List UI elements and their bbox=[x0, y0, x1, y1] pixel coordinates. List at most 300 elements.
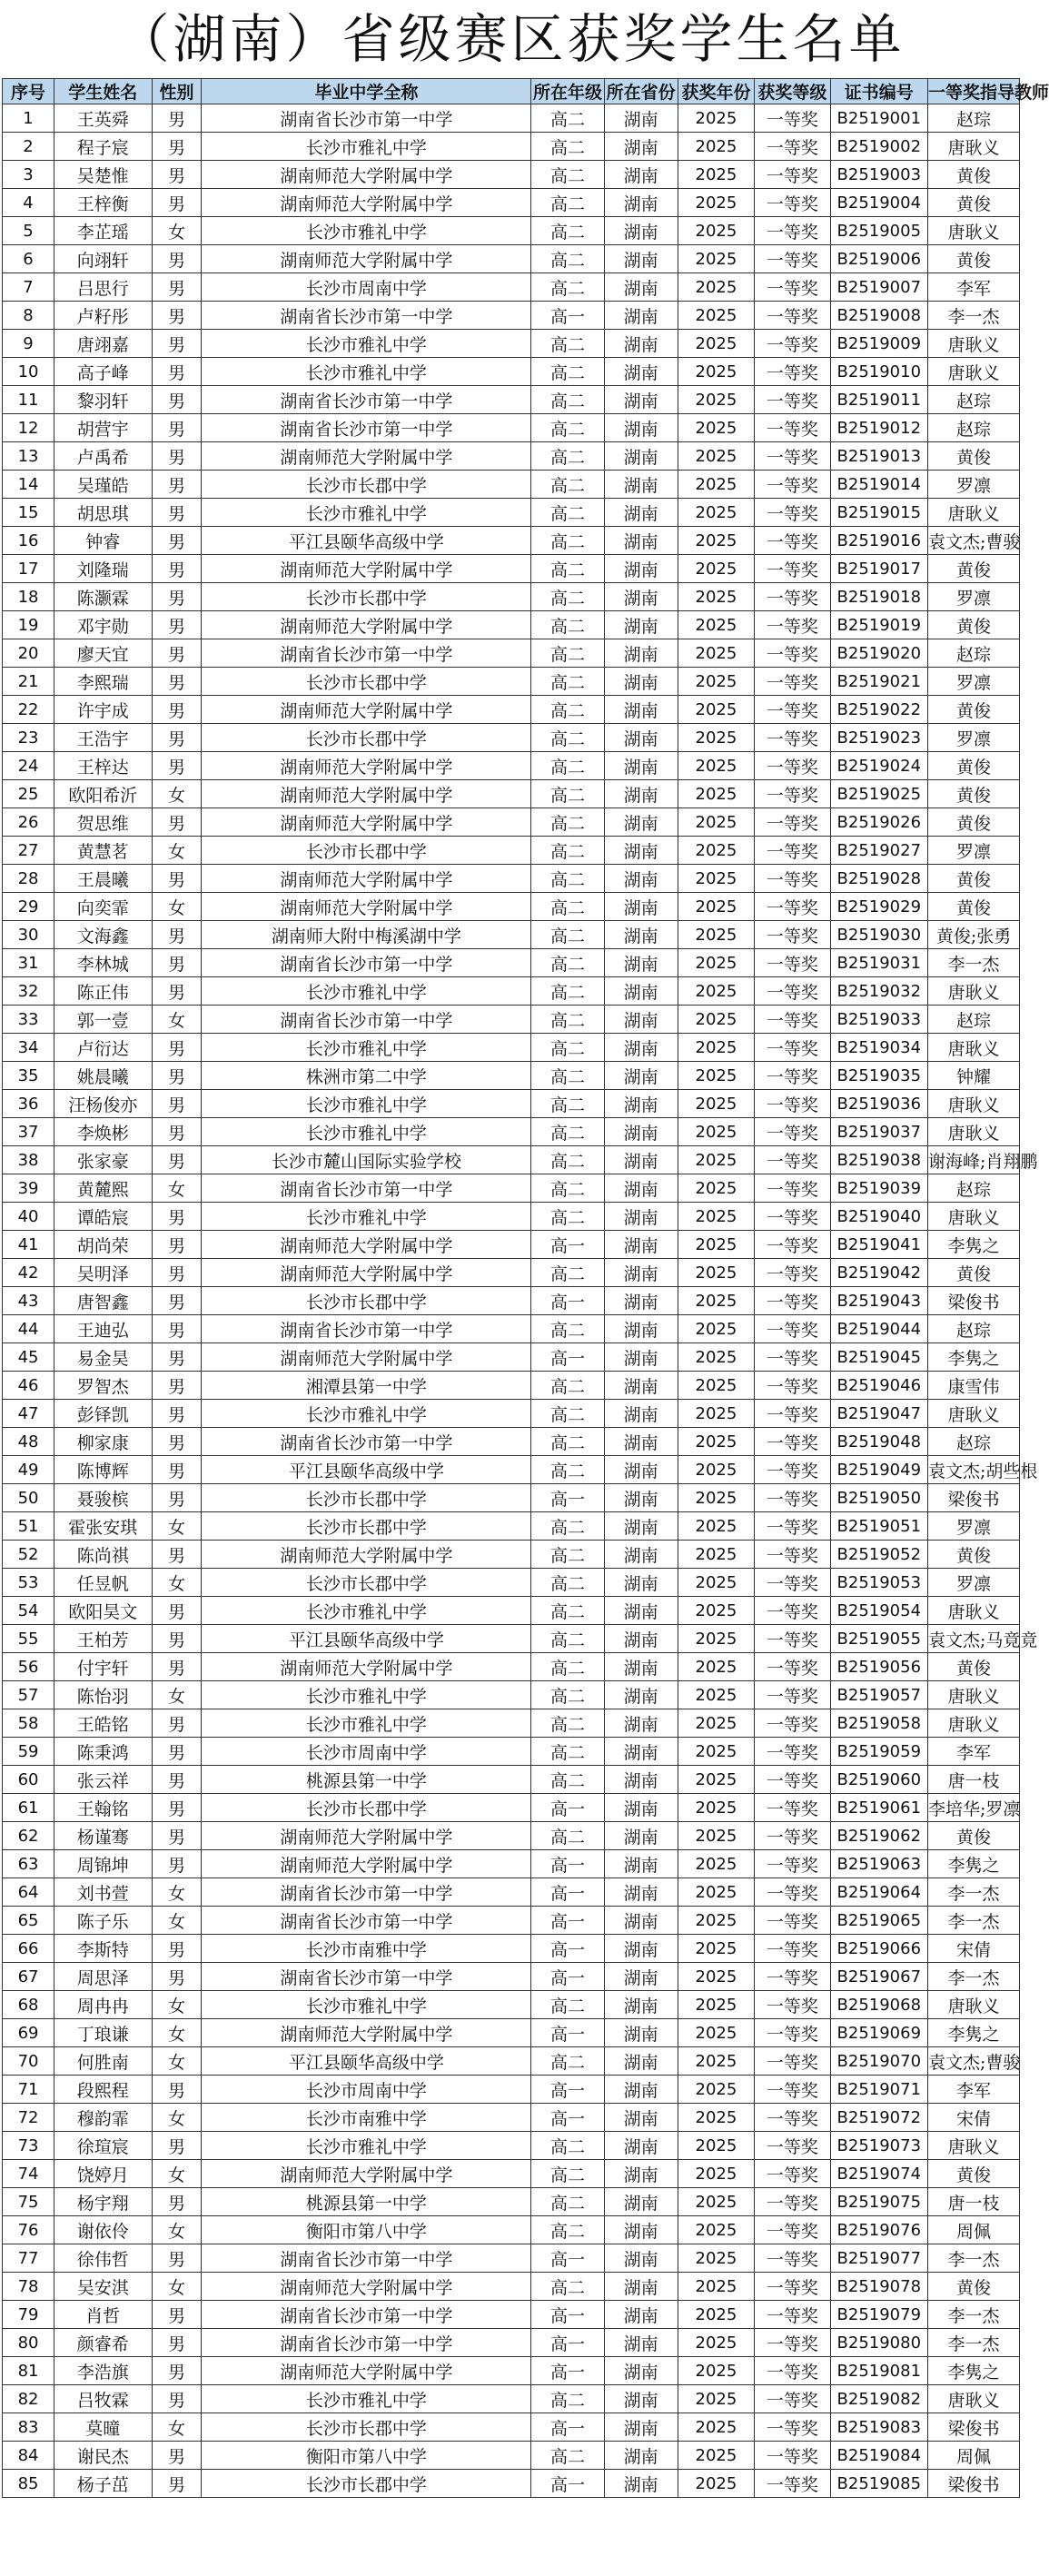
certificate-cell: B2519078 bbox=[830, 2273, 928, 2301]
name-cell: 徐瑄宸 bbox=[54, 2132, 153, 2160]
level-cell: 一等奖 bbox=[755, 2104, 830, 2132]
seq-cell: 77 bbox=[3, 2244, 54, 2273]
certificate-cell: B2519039 bbox=[830, 1174, 928, 1203]
gender-cell: 女 bbox=[152, 780, 202, 808]
seq-cell: 19 bbox=[3, 611, 54, 639]
province-cell: 湖南 bbox=[604, 1174, 678, 1203]
level-cell: 一等奖 bbox=[755, 1850, 830, 1878]
certificate-cell: B2519051 bbox=[830, 1512, 928, 1541]
grade-cell: 高二 bbox=[531, 133, 604, 161]
grade-cell: 高二 bbox=[531, 1822, 604, 1850]
table-row bbox=[3, 1118, 1020, 1146]
name-cell: 吴瑾皓 bbox=[54, 471, 153, 499]
certificate-cell: B2519068 bbox=[830, 1991, 928, 2019]
table-row bbox=[3, 1062, 1020, 1090]
teacher-cell: 赵琮 bbox=[928, 1315, 1020, 1343]
certificate-cell: B2519054 bbox=[830, 1597, 928, 1625]
school-cell: 湖南师范大学附属中学 bbox=[202, 611, 531, 639]
name-cell: 吕思行 bbox=[54, 273, 153, 302]
year-cell: 2025 bbox=[678, 217, 754, 245]
grade-cell: 高二 bbox=[531, 273, 604, 302]
school-cell: 衡阳市第八中学 bbox=[202, 2442, 531, 2470]
teacher-cell: 黄俊 bbox=[928, 696, 1020, 724]
grade-cell: 高一 bbox=[531, 1850, 604, 1878]
seq-cell: 6 bbox=[3, 245, 54, 273]
certificate-cell: B2519046 bbox=[830, 1372, 928, 1400]
seq-cell: 10 bbox=[3, 358, 54, 386]
level-cell: 一等奖 bbox=[755, 837, 830, 865]
name-cell: 何胜南 bbox=[54, 2047, 153, 2076]
grade-cell: 高二 bbox=[531, 724, 604, 752]
year-cell: 2025 bbox=[678, 837, 754, 865]
teacher-cell: 唐耿义 bbox=[928, 330, 1020, 358]
certificate-cell: B2519074 bbox=[830, 2160, 928, 2188]
table-row bbox=[3, 2076, 1020, 2104]
table-row bbox=[3, 2188, 1020, 2216]
grade-cell: 高一 bbox=[531, 2076, 604, 2104]
seq-cell: 37 bbox=[3, 1118, 54, 1146]
level-cell: 一等奖 bbox=[755, 555, 830, 583]
province-cell: 湖南 bbox=[604, 1231, 678, 1259]
table-row bbox=[3, 2413, 1020, 2442]
teacher-cell: 唐耿义 bbox=[928, 499, 1020, 527]
grade-cell: 高二 bbox=[531, 583, 604, 611]
year-cell: 2025 bbox=[678, 302, 754, 330]
gender-cell: 男 bbox=[152, 1850, 202, 1878]
seq-cell: 47 bbox=[3, 1400, 54, 1428]
gender-cell: 男 bbox=[152, 442, 202, 471]
table-row bbox=[3, 527, 1020, 555]
school-cell: 湖南师范大学附属中学 bbox=[202, 808, 531, 837]
level-cell: 一等奖 bbox=[755, 1484, 830, 1512]
teacher-cell: 赵琮 bbox=[928, 386, 1020, 414]
name-cell: 陈灏霖 bbox=[54, 583, 153, 611]
province-cell: 湖南 bbox=[604, 1372, 678, 1400]
school-cell: 湖南省长沙市第一中学 bbox=[202, 1006, 531, 1034]
table-row bbox=[3, 724, 1020, 752]
grade-cell: 高二 bbox=[531, 949, 604, 977]
seq-cell: 32 bbox=[3, 977, 54, 1006]
province-cell: 湖南 bbox=[604, 837, 678, 865]
table-row bbox=[3, 2385, 1020, 2413]
seq-cell: 64 bbox=[3, 1878, 54, 1907]
grade-cell: 高一 bbox=[531, 1343, 604, 1372]
school-cell: 湖南省长沙市第一中学 bbox=[202, 104, 531, 133]
seq-cell: 80 bbox=[3, 2329, 54, 2357]
year-cell: 2025 bbox=[678, 1822, 754, 1850]
province-cell: 湖南 bbox=[604, 808, 678, 837]
teacher-cell: 罗凛 bbox=[928, 1512, 1020, 1541]
level-cell: 一等奖 bbox=[755, 499, 830, 527]
certificate-cell: B2519034 bbox=[830, 1034, 928, 1062]
grade-cell: 高二 bbox=[531, 611, 604, 639]
name-cell: 程子宸 bbox=[54, 133, 153, 161]
certificate-cell: B2519014 bbox=[830, 471, 928, 499]
grade-cell: 高二 bbox=[531, 442, 604, 471]
school-cell: 平江县颐华高级中学 bbox=[202, 1625, 531, 1653]
table-row bbox=[3, 837, 1020, 865]
province-cell: 湖南 bbox=[604, 1597, 678, 1625]
level-cell: 一等奖 bbox=[755, 161, 830, 189]
name-cell: 陈尚祺 bbox=[54, 1541, 153, 1569]
gender-cell: 男 bbox=[152, 1766, 202, 1794]
year-cell: 2025 bbox=[678, 555, 754, 583]
province-cell: 湖南 bbox=[604, 1681, 678, 1709]
year-cell: 2025 bbox=[678, 1963, 754, 1991]
grade-cell: 高二 bbox=[531, 414, 604, 442]
province-cell: 湖南 bbox=[604, 1794, 678, 1822]
teacher-cell: 周佩 bbox=[928, 2216, 1020, 2244]
seq-cell: 2 bbox=[3, 133, 54, 161]
certificate-cell: B2519037 bbox=[830, 1118, 928, 1146]
table-row bbox=[3, 1738, 1020, 1766]
certificate-cell: B2519071 bbox=[830, 2076, 928, 2104]
school-cell: 桃源县第一中学 bbox=[202, 2188, 531, 2216]
grade-cell: 高二 bbox=[531, 837, 604, 865]
school-cell: 长沙市长郡中学 bbox=[202, 1794, 531, 1822]
name-cell: 周冉冉 bbox=[54, 1991, 153, 2019]
teacher-cell: 李隽之 bbox=[928, 1231, 1020, 1259]
award-table bbox=[2, 78, 1049, 2498]
name-cell: 杨谨骞 bbox=[54, 1822, 153, 1850]
name-cell: 穆韵霏 bbox=[54, 2104, 153, 2132]
teacher-cell: 唐耿义 bbox=[928, 1597, 1020, 1625]
seq-cell: 53 bbox=[3, 1569, 54, 1597]
gender-cell: 男 bbox=[152, 2329, 202, 2357]
school-cell: 衡阳市第八中学 bbox=[202, 2216, 531, 2244]
certificate-cell: B2519010 bbox=[830, 358, 928, 386]
col-header-gender: 性别 bbox=[152, 79, 202, 104]
gender-cell: 男 bbox=[152, 2076, 202, 2104]
school-cell: 长沙市雅礼中学 bbox=[202, 1090, 531, 1118]
grade-cell: 高一 bbox=[531, 1907, 604, 1935]
level-cell: 一等奖 bbox=[755, 217, 830, 245]
province-cell: 湖南 bbox=[604, 2413, 678, 2442]
name-cell: 向奕霏 bbox=[54, 893, 153, 921]
level-cell: 一等奖 bbox=[755, 1653, 830, 1681]
province-cell: 湖南 bbox=[604, 245, 678, 273]
province-cell: 湖南 bbox=[604, 724, 678, 752]
year-cell: 2025 bbox=[678, 611, 754, 639]
certificate-cell: B2519027 bbox=[830, 837, 928, 865]
table-row bbox=[3, 1512, 1020, 1541]
name-cell: 丁琅谦 bbox=[54, 2019, 153, 2047]
seq-cell: 49 bbox=[3, 1456, 54, 1484]
province-cell: 湖南 bbox=[604, 161, 678, 189]
teacher-cell: 唐耿义 bbox=[928, 977, 1020, 1006]
province-cell: 湖南 bbox=[604, 1062, 678, 1090]
level-cell: 一等奖 bbox=[755, 104, 830, 133]
teacher-cell: 唐耿义 bbox=[928, 1709, 1020, 1738]
grade-cell: 高二 bbox=[531, 1456, 604, 1484]
teacher-cell: 罗凛 bbox=[928, 668, 1020, 696]
seq-cell: 70 bbox=[3, 2047, 54, 2076]
certificate-cell: B2519070 bbox=[830, 2047, 928, 2076]
school-cell: 湖南师范大学附属中学 bbox=[202, 189, 531, 217]
seq-cell: 26 bbox=[3, 808, 54, 837]
name-cell: 文海鑫 bbox=[54, 921, 153, 949]
col-header-grade: 所在年级 bbox=[531, 79, 604, 104]
seq-cell: 73 bbox=[3, 2132, 54, 2160]
year-cell: 2025 bbox=[678, 2273, 754, 2301]
year-cell: 2025 bbox=[678, 1287, 754, 1315]
certificate-cell: B2519007 bbox=[830, 273, 928, 302]
school-cell: 长沙市雅礼中学 bbox=[202, 217, 531, 245]
level-cell: 一等奖 bbox=[755, 1287, 830, 1315]
teacher-cell: 李隽之 bbox=[928, 1850, 1020, 1878]
seq-cell: 46 bbox=[3, 1372, 54, 1400]
certificate-cell: B2519020 bbox=[830, 639, 928, 668]
school-cell: 平江县颐华高级中学 bbox=[202, 1456, 531, 1484]
seq-cell: 28 bbox=[3, 865, 54, 893]
seq-cell: 72 bbox=[3, 2104, 54, 2132]
province-cell: 湖南 bbox=[604, 1146, 678, 1174]
year-cell: 2025 bbox=[678, 1512, 754, 1541]
grade-cell: 高二 bbox=[531, 1006, 604, 1034]
province-cell: 湖南 bbox=[604, 1456, 678, 1484]
table-row bbox=[3, 1287, 1020, 1315]
name-cell: 周思泽 bbox=[54, 1963, 153, 1991]
teacher-cell: 罗凛 bbox=[928, 837, 1020, 865]
school-cell: 湖南师范大学附属中学 bbox=[202, 1231, 531, 1259]
certificate-cell: B2519024 bbox=[830, 752, 928, 780]
name-cell: 卢衍达 bbox=[54, 1034, 153, 1062]
gender-cell: 女 bbox=[152, 2273, 202, 2301]
year-cell: 2025 bbox=[678, 1653, 754, 1681]
name-cell: 贺思维 bbox=[54, 808, 153, 837]
certificate-cell: B2519062 bbox=[830, 1822, 928, 1850]
seq-cell: 68 bbox=[3, 1991, 54, 2019]
school-cell: 湖南省长沙市第一中学 bbox=[202, 1428, 531, 1456]
name-cell: 唐翊嘉 bbox=[54, 330, 153, 358]
name-cell: 王柏芳 bbox=[54, 1625, 153, 1653]
level-cell: 一等奖 bbox=[755, 1456, 830, 1484]
teacher-cell: 罗凛 bbox=[928, 724, 1020, 752]
table-row bbox=[3, 1963, 1020, 1991]
province-cell: 湖南 bbox=[604, 1878, 678, 1907]
table-row bbox=[3, 1146, 1020, 1174]
teacher-cell: 唐耿义 bbox=[928, 1400, 1020, 1428]
table-row bbox=[3, 583, 1020, 611]
school-cell: 湖南省长沙市第一中学 bbox=[202, 1907, 531, 1935]
seq-cell: 31 bbox=[3, 949, 54, 977]
school-cell: 长沙市雅礼中学 bbox=[202, 977, 531, 1006]
year-cell: 2025 bbox=[678, 1484, 754, 1512]
school-cell: 湖南师范大学附属中学 bbox=[202, 161, 531, 189]
gender-cell: 男 bbox=[152, 1709, 202, 1738]
table-header-row bbox=[3, 79, 1020, 104]
gender-cell: 女 bbox=[152, 2160, 202, 2188]
grade-cell: 高二 bbox=[531, 217, 604, 245]
teacher-cell: 黄俊 bbox=[928, 2160, 1020, 2188]
name-cell: 柳家康 bbox=[54, 1428, 153, 1456]
gender-cell: 男 bbox=[152, 1203, 202, 1231]
certificate-cell: B2519040 bbox=[830, 1203, 928, 1231]
school-cell: 长沙市雅礼中学 bbox=[202, 2132, 531, 2160]
certificate-cell: B2519083 bbox=[830, 2413, 928, 2442]
table-row bbox=[3, 1991, 1020, 2019]
province-cell: 湖南 bbox=[604, 2160, 678, 2188]
school-cell: 湖南省长沙市第一中学 bbox=[202, 414, 531, 442]
teacher-cell: 黄俊 bbox=[928, 161, 1020, 189]
certificate-cell: B2519050 bbox=[830, 1484, 928, 1512]
year-cell: 2025 bbox=[678, 1991, 754, 2019]
level-cell: 一等奖 bbox=[755, 639, 830, 668]
certificate-cell: B2519021 bbox=[830, 668, 928, 696]
table-row bbox=[3, 2470, 1020, 2498]
table-row bbox=[3, 949, 1020, 977]
grade-cell: 高二 bbox=[531, 2442, 604, 2470]
gender-cell: 男 bbox=[152, 1146, 202, 1174]
gender-cell: 男 bbox=[152, 527, 202, 555]
level-cell: 一等奖 bbox=[755, 977, 830, 1006]
year-cell: 2025 bbox=[678, 1681, 754, 1709]
year-cell: 2025 bbox=[678, 2357, 754, 2385]
seq-cell: 48 bbox=[3, 1428, 54, 1456]
year-cell: 2025 bbox=[678, 696, 754, 724]
gender-cell: 女 bbox=[152, 2104, 202, 2132]
province-cell: 湖南 bbox=[604, 1963, 678, 1991]
table-row bbox=[3, 1343, 1020, 1372]
year-cell: 2025 bbox=[678, 1794, 754, 1822]
year-cell: 2025 bbox=[678, 1935, 754, 1963]
school-cell: 湖南师范大学附属中学 bbox=[202, 245, 531, 273]
level-cell: 一等奖 bbox=[755, 696, 830, 724]
school-cell: 长沙市南雅中学 bbox=[202, 2104, 531, 2132]
year-cell: 2025 bbox=[678, 1315, 754, 1343]
school-cell: 湖南师范大学附属中学 bbox=[202, 2357, 531, 2385]
certificate-cell: B2519013 bbox=[830, 442, 928, 471]
name-cell: 郭一壹 bbox=[54, 1006, 153, 1034]
level-cell: 一等奖 bbox=[755, 2188, 830, 2216]
name-cell: 汪杨俊亦 bbox=[54, 1090, 153, 1118]
level-cell: 一等奖 bbox=[755, 2076, 830, 2104]
gender-cell: 男 bbox=[152, 273, 202, 302]
province-cell: 湖南 bbox=[604, 2132, 678, 2160]
certificate-cell: B2519052 bbox=[830, 1541, 928, 1569]
level-cell: 一等奖 bbox=[755, 330, 830, 358]
gender-cell: 女 bbox=[152, 1006, 202, 1034]
table-row bbox=[3, 1935, 1020, 1963]
table-row bbox=[3, 273, 1020, 302]
seq-cell: 54 bbox=[3, 1597, 54, 1625]
grade-cell: 高二 bbox=[531, 386, 604, 414]
teacher-cell: 唐耿义 bbox=[928, 1090, 1020, 1118]
col-header-name: 学生姓名 bbox=[54, 79, 153, 104]
gender-cell: 男 bbox=[152, 1400, 202, 1428]
seq-cell: 8 bbox=[3, 302, 54, 330]
school-cell: 长沙市雅礼中学 bbox=[202, 1034, 531, 1062]
seq-cell: 59 bbox=[3, 1738, 54, 1766]
gender-cell: 男 bbox=[152, 611, 202, 639]
table-row bbox=[3, 1090, 1020, 1118]
province-cell: 湖南 bbox=[604, 668, 678, 696]
year-cell: 2025 bbox=[678, 273, 754, 302]
teacher-cell: 李一杰 bbox=[928, 2301, 1020, 2329]
year-cell: 2025 bbox=[678, 414, 754, 442]
table-row bbox=[3, 2329, 1020, 2357]
school-cell: 湖南省长沙市第一中学 bbox=[202, 639, 531, 668]
seq-cell: 18 bbox=[3, 583, 54, 611]
grade-cell: 高二 bbox=[531, 668, 604, 696]
name-cell: 黄麓熙 bbox=[54, 1174, 153, 1203]
province-cell: 湖南 bbox=[604, 386, 678, 414]
school-cell: 平江县颐华高级中学 bbox=[202, 2047, 531, 2076]
grade-cell: 高二 bbox=[531, 245, 604, 273]
name-cell: 周锦坤 bbox=[54, 1850, 153, 1878]
certificate-cell: B2519041 bbox=[830, 1231, 928, 1259]
name-cell: 徐伟哲 bbox=[54, 2244, 153, 2273]
gender-cell: 男 bbox=[152, 2244, 202, 2273]
level-cell: 一等奖 bbox=[755, 1512, 830, 1541]
grade-cell: 高一 bbox=[531, 2470, 604, 2498]
province-cell: 湖南 bbox=[604, 1428, 678, 1456]
name-cell: 饶婷月 bbox=[54, 2160, 153, 2188]
year-cell: 2025 bbox=[678, 161, 754, 189]
gender-cell: 男 bbox=[152, 104, 202, 133]
grade-cell: 高一 bbox=[531, 302, 604, 330]
table-row bbox=[3, 2216, 1020, 2244]
level-cell: 一等奖 bbox=[755, 2160, 830, 2188]
gender-cell: 男 bbox=[152, 555, 202, 583]
name-cell: 付宇轩 bbox=[54, 1653, 153, 1681]
gender-cell: 男 bbox=[152, 161, 202, 189]
year-cell: 2025 bbox=[678, 583, 754, 611]
grade-cell: 高一 bbox=[531, 1287, 604, 1315]
level-cell: 一等奖 bbox=[755, 1062, 830, 1090]
province-cell: 湖南 bbox=[604, 1034, 678, 1062]
level-cell: 一等奖 bbox=[755, 1146, 830, 1174]
year-cell: 2025 bbox=[678, 1203, 754, 1231]
school-cell: 株洲市第二中学 bbox=[202, 1062, 531, 1090]
teacher-cell: 赵琮 bbox=[928, 1006, 1020, 1034]
certificate-cell: B2519012 bbox=[830, 414, 928, 442]
certificate-cell: B2519045 bbox=[830, 1343, 928, 1372]
level-cell: 一等奖 bbox=[755, 1090, 830, 1118]
gender-cell: 男 bbox=[152, 921, 202, 949]
province-cell: 湖南 bbox=[604, 977, 678, 1006]
grade-cell: 高二 bbox=[531, 865, 604, 893]
grade-cell: 高一 bbox=[531, 2244, 604, 2273]
table-row bbox=[3, 2047, 1020, 2076]
name-cell: 高子峰 bbox=[54, 358, 153, 386]
grade-cell: 高一 bbox=[531, 2104, 604, 2132]
name-cell: 陈子乐 bbox=[54, 1907, 153, 1935]
table-row bbox=[3, 442, 1020, 471]
province-cell: 湖南 bbox=[604, 1569, 678, 1597]
province-cell: 湖南 bbox=[604, 1287, 678, 1315]
year-cell: 2025 bbox=[678, 2301, 754, 2329]
level-cell: 一等奖 bbox=[755, 1766, 830, 1794]
province-cell: 湖南 bbox=[604, 1625, 678, 1653]
year-cell: 2025 bbox=[678, 2132, 754, 2160]
col-header-certificate: 证书编号 bbox=[830, 79, 928, 104]
province-cell: 湖南 bbox=[604, 949, 678, 977]
year-cell: 2025 bbox=[678, 386, 754, 414]
certificate-cell: B2519005 bbox=[830, 217, 928, 245]
gender-cell: 男 bbox=[152, 302, 202, 330]
certificate-cell: B2519032 bbox=[830, 977, 928, 1006]
table-row bbox=[3, 752, 1020, 780]
certificate-cell: B2519026 bbox=[830, 808, 928, 837]
grade-cell: 高二 bbox=[531, 780, 604, 808]
table-row bbox=[3, 1484, 1020, 1512]
teacher-cell: 赵琮 bbox=[928, 414, 1020, 442]
grade-cell: 高二 bbox=[531, 2047, 604, 2076]
gender-cell: 男 bbox=[152, 2357, 202, 2385]
certificate-cell: B2519059 bbox=[830, 1738, 928, 1766]
level-cell: 一等奖 bbox=[755, 1569, 830, 1597]
